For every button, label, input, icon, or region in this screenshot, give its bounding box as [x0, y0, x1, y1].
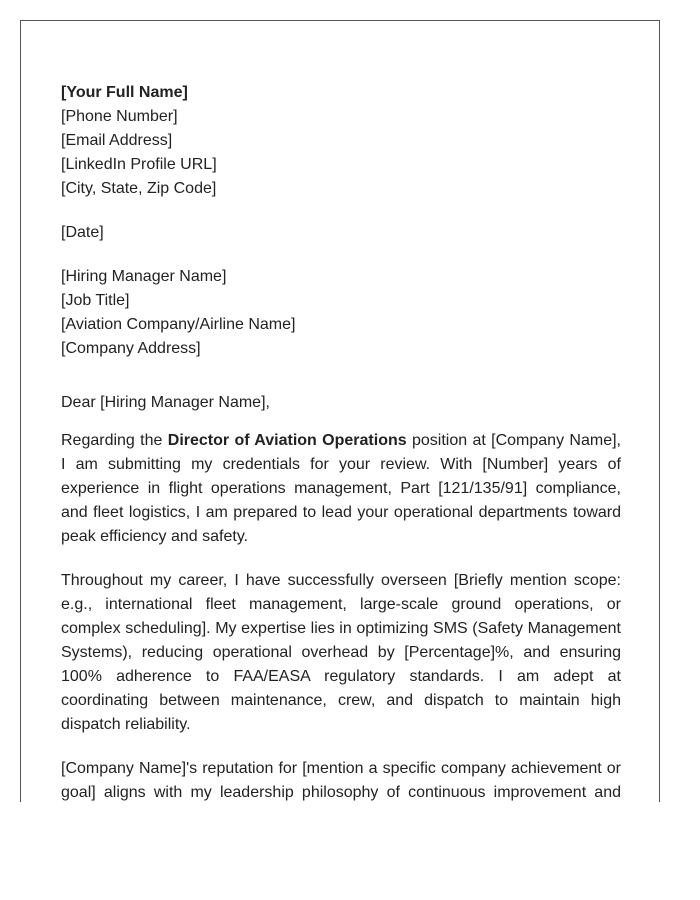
body-paragraph-1 — [61, 429, 621, 549]
letter-content — [61, 81, 621, 802]
paragraph-1-lead: Regarding the — [61, 432, 168, 449]
letter-page — [20, 20, 660, 802]
sender-block — [61, 81, 621, 201]
recipient-block — [61, 265, 621, 361]
recipient-address: [Company Address] — [61, 340, 201, 357]
paragraph-1-rest: position at [Company Name], I am submitting my credentials for your review. With [Number] years of experience in flight operations management, Part [121/135/91] compliance, and fleet logistics, I am prepared to lead your operational departments toward peak efficiency and safety. — [61, 432, 621, 545]
sender-email: [Email Address] — [61, 132, 173, 149]
body-paragraph-3: [Company Name]'s reputation for [mention a specific company achievement or goal] aligns with my leadership philosophy of continuous improvement and — [61, 760, 621, 801]
sender-phone: [Phone Number] — [61, 108, 178, 125]
recipient-company: [Aviation Company/Airline Name] — [61, 316, 296, 333]
salutation: Dear [Hiring Manager Name], — [61, 394, 270, 411]
position-title: Director of Aviation Operations — [167, 432, 407, 449]
sender-name: [Your Full Name] — [61, 84, 188, 101]
sender-linkedin: [LinkedIn Profile URL] — [61, 156, 217, 173]
body-paragraph-2: Throughout my career, I have successfully overseen [Briefly mention scope: e.g., international fleet management, large-scale ground operations, or complex scheduling]. My expertise lies in optimizing SMS (Safety Management Systems), reducing operational overhead by [Percentage]%, and ensuring 100% adherence to FAA/EASA regulatory standards. I am adept at coordinating between maintenance, crew, and dispatch to maintain high dispatch reliability. — [61, 572, 621, 733]
recipient-title: [Job Title] — [61, 292, 130, 309]
recipient-name: [Hiring Manager Name] — [61, 268, 227, 285]
sender-location: [City, State, Zip Code] — [61, 180, 217, 197]
letter-date: [Date] — [61, 224, 104, 241]
